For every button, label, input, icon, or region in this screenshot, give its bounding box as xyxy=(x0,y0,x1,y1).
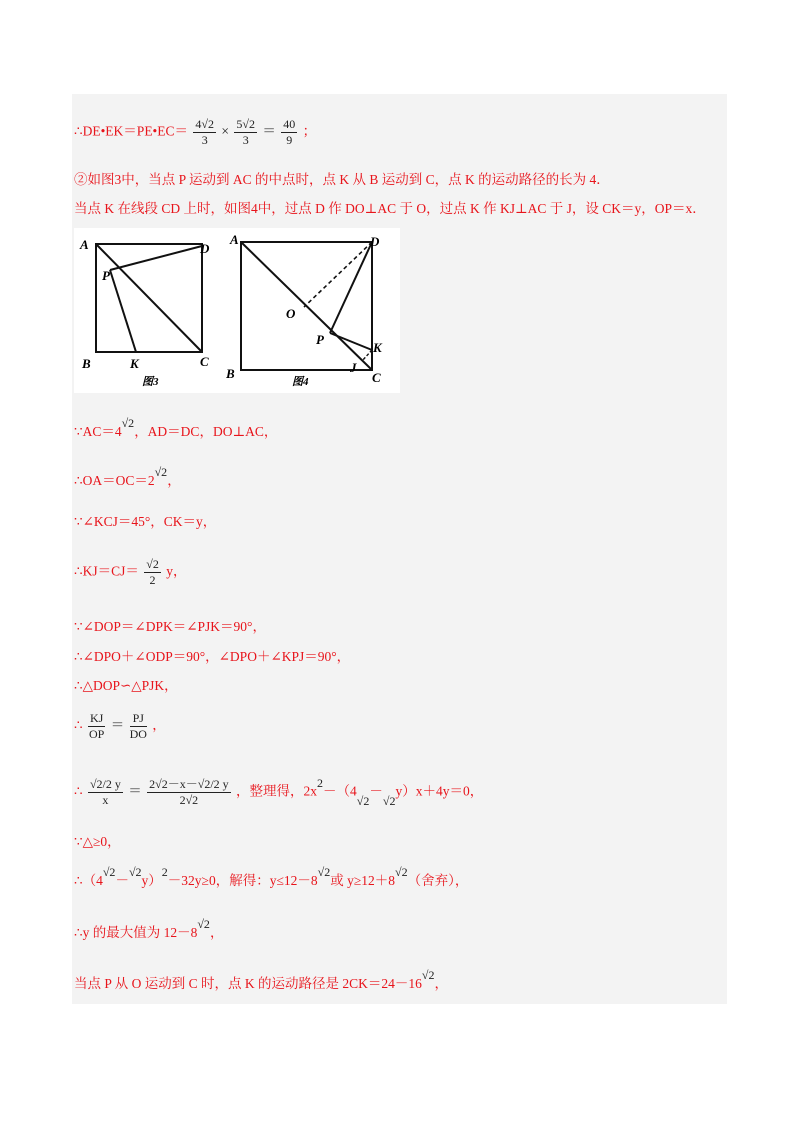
line-5: ∴OA＝OC＝2√2， xyxy=(74,465,181,488)
line-9: ∴∠DPO＋∠ODP＝90°，∠DPO＋∠KPJ＝90°， xyxy=(74,649,351,664)
fraction-1: $\frac{4√2}{3}$ xyxy=(195,117,215,147)
fig3-label-c: C xyxy=(200,354,209,369)
line-8: ∵∠DOP＝∠DPK＝∠PJK＝90°， xyxy=(74,619,266,634)
fig4-label-a: A xyxy=(230,232,239,247)
line-10: ∴△DOP∽△PJK， xyxy=(74,678,178,693)
fraction-2: $\frac{5√2}{3}$ xyxy=(236,117,255,147)
fraction-sqrt2-over-2: $\frac{√2}{2}$ xyxy=(146,557,159,587)
line-16: 当点 P 从 O 运动到 C 时，点 K 的运动路径是 2CK＝24－16√2， xyxy=(74,968,448,991)
line-15: ∴y 的最大值为 12－8√2， xyxy=(74,917,224,940)
line-6: ∵∠KCJ＝45°，CK＝y， xyxy=(74,514,217,529)
fig4-label-k: K xyxy=(373,340,382,355)
text-l1: ∴DE•EK＝PE•EC＝ xyxy=(74,123,189,139)
fig4-label-c: C xyxy=(372,370,381,385)
line-14: ∴（4√2－√2y）2－32y≥0，解得：y≤12－8√2或 y≥12＋8√2（舍弃）， xyxy=(74,865,469,888)
fig4-label-j: J xyxy=(350,360,357,375)
sqrt2: √2 xyxy=(121,416,135,430)
fig3-label-d: D xyxy=(200,241,210,256)
fig4-label-p: P xyxy=(316,332,324,347)
line-1: ∴DE•EK＝PE•EC＝ $\frac{4√2}{3}$ × $\frac{5√2}{3}$ ＝ $\frac{40}{9}$ ； xyxy=(74,117,317,147)
figure-3 xyxy=(74,228,226,393)
equals-sign: ＝ xyxy=(262,123,276,139)
line-11: ∴ $\frac{KJ}{OP}$ ＝ $\frac{PJ}{DO}$ ， xyxy=(74,711,166,741)
fig3-label-p: P xyxy=(102,268,110,283)
line-13: ∵△≥0， xyxy=(74,834,121,849)
fraction-left: $\frac{√2/2 y}{x}$ xyxy=(89,777,121,807)
times-sign: × xyxy=(221,123,230,139)
line-7: ∴KJ＝CJ＝ $\frac{√2}{2}$ y， xyxy=(74,557,187,587)
fraction-pj-do: $\frac{PJ}{DO}$ xyxy=(129,711,147,741)
fig4-label-o: O xyxy=(286,306,296,321)
fig4-label-b: B xyxy=(226,366,235,381)
fraction-kj-op: $\frac{KJ}{OP}$ xyxy=(88,711,105,741)
fraction-3: $\frac{40}{9}$ xyxy=(283,117,296,147)
line-3: 当点 K 在线段 CD 上时，如图4中，过点 D 作 DO⊥AC 于 O，过点 K 作 KJ⊥AC 于 J，设 CK＝y，OP＝x． xyxy=(74,201,706,216)
line-4: ∵AC＝4√2，AD＝DC，DO⊥AC， xyxy=(74,416,278,439)
fig3-label-b: B xyxy=(82,356,91,371)
sqrt2: √2 xyxy=(154,465,168,479)
fig3-label-a: A xyxy=(80,237,89,252)
fig4-label-d: D xyxy=(370,234,380,249)
fig3-label-k: K xyxy=(130,356,139,371)
line-12: ∴ $\frac{√2/2 y}{x}$ ＝ $\frac{2√2-x-√2/2 y}{2√2}$ ，整理得，2x2－（4√2－√2y）x＋4y＝0， xyxy=(74,775,484,808)
fig3-caption: 图3 xyxy=(142,376,159,388)
fig4-caption: 图4 xyxy=(292,376,309,388)
line-2: ②如图3中，当点 P 运动到 AC 的中点时，点 K 从 B 运动到 C，点 K 的运动路径的长为 4． xyxy=(74,172,610,187)
fraction-right: $\frac{2√2-x-√2/2 y}{2√2}$ xyxy=(149,777,229,807)
figure-4 xyxy=(226,228,400,393)
